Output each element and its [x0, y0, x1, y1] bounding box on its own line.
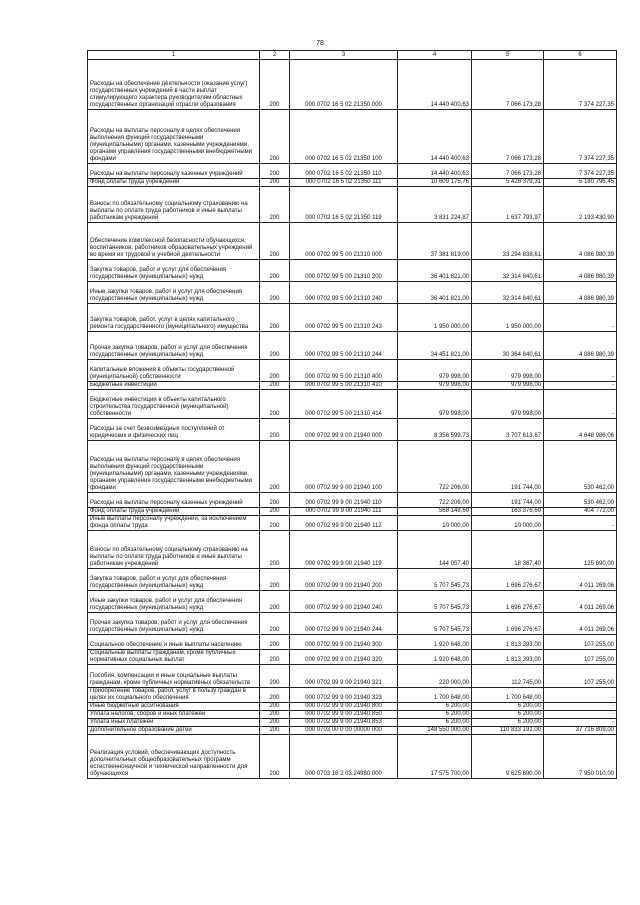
row-unexecuted-cell: 530 462,00 [544, 493, 617, 508]
row-kbk-cell: 000 0702 99 9 00 21940 110 [290, 493, 398, 508]
row-unexecuted-cell: 4 011 269,06 [544, 569, 617, 591]
row-executed-cell: 18 367,40 [472, 531, 544, 569]
row-kbk-cell: 000 0702 99 9 00 21940 200 [290, 569, 398, 591]
row-approved-cell: 10 000,00 [398, 516, 472, 531]
budget-table [87, 50, 617, 779]
row-name-cell: Прочая закупка товаров, работ и услуг для обеспечения государственных (муниципальных) нужд [88, 332, 260, 360]
row-approved-cell: 722 206,00 [398, 493, 472, 508]
row-executed-cell: 191 744,00 [472, 493, 544, 508]
row-unexecuted-cell: 4 086 980,39 [544, 260, 617, 282]
row-kbk-cell: 000 0702 99 9 00 21940 323 [290, 688, 398, 703]
row-approved-cell: 5 707 545,73 [398, 569, 472, 591]
row-code-cell: 200 [260, 650, 290, 665]
row-name-cell: Иные закупки товаров, работ и услуг для обеспечения государственных (муниципальных) нужд [88, 591, 260, 613]
row-code-cell: 200 [260, 260, 290, 282]
row-approved-cell: 979 998,00 [398, 390, 472, 419]
row-name-cell: Обеспечение комплексной безопасности обучающихся, воспитанников, работников образовательных учреждений во время их трудовой и учебной деятельности [88, 223, 260, 260]
table-row [88, 711, 617, 719]
row-approved-cell: 1 700 648,00 [398, 688, 472, 703]
row-approved-cell: 220 000,00 [398, 665, 472, 688]
row-approved-cell: 148 550 000,00 [398, 727, 472, 735]
table-row [88, 332, 617, 360]
row-kbk-cell: 000 0702 99 5 00 21310 414 [290, 390, 398, 419]
page-number: 78 [316, 40, 324, 47]
row-name-cell: Социальные выплаты гражданам, кроме публичных нормативных социальных выплат [88, 650, 260, 665]
row-name-cell: Прочая закупка товаров, работ и услуг для обеспечения государственных (муниципальных) нужд [88, 613, 260, 635]
row-code-cell: 200 [260, 508, 290, 516]
row-code-cell: 200 [260, 382, 290, 390]
row-code-cell: 200 [260, 110, 290, 164]
row-unexecuted-cell: 7 374 227,35 [544, 60, 617, 110]
row-unexecuted-cell: - [544, 360, 617, 382]
row-executed-cell: 1 637 793,97 [472, 187, 544, 223]
row-name-cell: Расходы на выплаты персоналу в целях обеспечения выполнения функций государственными (муниципальными) органами, казенными учреждениями, органами управления государственными внебюджетными фондами [88, 441, 260, 493]
row-unexecuted-cell: - [544, 703, 617, 711]
table-row [88, 419, 617, 441]
row-name-cell: Расходы на выплаты персоналу казенных учреждений [88, 493, 260, 508]
row-name-cell: Социальное обеспечение и иные выплаты населению [88, 635, 260, 650]
row-unexecuted-cell: 530 462,00 [544, 441, 617, 493]
row-approved-cell: 6 200,00 [398, 703, 472, 711]
row-executed-cell: 6 200,00 [472, 719, 544, 727]
row-unexecuted-cell: 7 374 227,35 [544, 164, 617, 179]
row-name-cell: Бюджетные инвестиции [88, 382, 260, 390]
row-code-cell: 200 [260, 719, 290, 727]
row-executed-cell: 6 200,00 [472, 711, 544, 719]
row-name-cell: Расходы на обеспечение деятельности (оказание услуг) государственных учреждений в части выплат стимулирующего характера руководителям областных государственных организаций отрасли образования [88, 60, 260, 110]
row-name-cell: Дополнительное образование детей [88, 727, 260, 735]
row-code-cell: 200 [260, 493, 290, 508]
row-approved-cell: 5 707 545,73 [398, 613, 472, 635]
row-approved-cell: 979 998,00 [398, 360, 472, 382]
row-name-cell: Реализация условий, обеспечивающих доступность дополнительных общеобразовательных программ естественнонаучной и технической направленности для обучающихся [88, 735, 260, 779]
row-code-cell: 200 [260, 688, 290, 703]
row-kbk-cell: 000 0702 99 9 00 21940 300 [290, 635, 398, 650]
row-kbk-cell: 000 0702 99 9 00 21940 119 [290, 531, 398, 569]
row-approved-cell: 6 200,00 [398, 711, 472, 719]
table-row [88, 360, 617, 382]
row-approved-cell: 1 920 648,00 [398, 635, 472, 650]
row-unexecuted-cell: - [544, 719, 617, 727]
row-executed-cell: 191 744,00 [472, 441, 544, 493]
row-code-cell: 200 [260, 304, 290, 332]
row-name-cell: Фонд оплаты труда учреждений [88, 179, 260, 187]
row-executed-cell: 3 707 613,67 [472, 419, 544, 441]
table-row [88, 591, 617, 613]
row-executed-cell: 7 066 173,28 [472, 60, 544, 110]
row-approved-cell: 722 206,00 [398, 441, 472, 493]
row-executed-cell: 979 998,00 [472, 360, 544, 382]
row-name-cell: Капитальные вложения в объекты государственной (муниципальной) собственности [88, 360, 260, 382]
table-row [88, 531, 617, 569]
row-executed-cell: 5 428 379,31 [472, 179, 544, 187]
row-name-cell: Уплата иных платежей [88, 719, 260, 727]
row-executed-cell: 1 696 276,67 [472, 591, 544, 613]
row-code-cell: 200 [260, 360, 290, 382]
row-executed-cell: 7 066 173,28 [472, 110, 544, 164]
row-kbk-cell: 000 0702 16 5 02 21350 000 [290, 60, 398, 110]
row-unexecuted-cell: - [544, 516, 617, 531]
table-header-row [88, 51, 617, 60]
row-approved-cell: 979 998,00 [398, 382, 472, 390]
row-executed-cell: 1 696 276,67 [472, 569, 544, 591]
row-kbk-cell: 000 0702 99 9 00 21940 244 [290, 613, 398, 635]
row-kbk-cell: 000 0702 99 5 00 21310 240 [290, 282, 398, 304]
row-approved-cell: 14 440 400,63 [398, 164, 472, 179]
row-unexecuted-cell: - [544, 390, 617, 419]
row-name-cell: Фонд оплаты труда учреждений [88, 508, 260, 516]
row-code-cell: 200 [260, 164, 290, 179]
row-code-cell: 200 [260, 332, 290, 360]
row-kbk-cell: 000 0702 99 5 00 21310 000 [290, 223, 398, 260]
row-kbk-cell: 000 0702 16 5 02 21350 119 [290, 187, 398, 223]
row-approved-cell: 1 950 000,00 [398, 304, 472, 332]
row-executed-cell: 1 950 000,00 [472, 304, 544, 332]
row-name-cell: Взносы по обязательному социальному страхованию на выплаты по оплате труда работников и иные выплаты работникам учреждений [88, 187, 260, 223]
table-row [88, 282, 617, 304]
row-approved-cell: 36 401 821,00 [398, 282, 472, 304]
row-unexecuted-cell: - [544, 688, 617, 703]
row-executed-cell: 32 314 840,61 [472, 282, 544, 304]
row-unexecuted-cell: 7 950 010,00 [544, 735, 617, 779]
row-unexecuted-cell: 125 690,00 [544, 531, 617, 569]
row-executed-cell: 1 813 393,00 [472, 635, 544, 650]
row-approved-cell: 10 609 175,76 [398, 179, 472, 187]
row-unexecuted-cell: 7 374 227,35 [544, 110, 617, 164]
table-row [88, 110, 617, 164]
row-name-cell: Расходы за счет безвозмездных поступлений от юридических и физических лиц [88, 419, 260, 441]
table-row [88, 187, 617, 223]
row-kbk-cell: 000 0702 99 9 00 21940 100 [290, 441, 398, 493]
row-approved-cell: 36 401 821,00 [398, 260, 472, 282]
row-code-cell: 200 [260, 187, 290, 223]
row-code-cell: 200 [260, 711, 290, 719]
table-row [88, 382, 617, 390]
row-unexecuted-cell: 404 772,00 [544, 508, 617, 516]
row-kbk-cell: 000 0702 99 9 00 21940 240 [290, 591, 398, 613]
row-executed-cell: 9 625 690,00 [472, 735, 544, 779]
table-row [88, 60, 617, 110]
row-name-cell: Расходы на выплаты персоналу в целях обеспечения выполнения функций государственными (муниципальными) органами, казенными учреждениями, органами управления государственными внебюджетными фондами [88, 110, 260, 164]
row-code-cell: 200 [260, 727, 290, 735]
row-executed-cell: 110 833 191,00 [472, 727, 544, 735]
row-code-cell: 200 [260, 703, 290, 711]
row-code-cell: 200 [260, 282, 290, 304]
table-row [88, 719, 617, 727]
table-row [88, 635, 617, 650]
row-name-cell: Приобретение товаров, работ, услуг в пользу граждан в целях их социального обеспечения [88, 688, 260, 703]
table-row [88, 688, 617, 703]
row-approved-cell: 3 831 224,87 [398, 187, 472, 223]
row-unexecuted-cell: 4 086 980,39 [544, 223, 617, 260]
row-name-cell: Закупка товаров, работ, услуг в целях капитального ремонта государственного (муниципального) имущества [88, 304, 260, 332]
row-name-cell: Пособия, компенсации и иные социальные выплаты гражданам, кроме публичных нормативных обязательств [88, 665, 260, 688]
column-header: 1 [88, 51, 260, 60]
row-approved-cell: 5 707 545,73 [398, 591, 472, 613]
column-header: 2 [260, 51, 290, 60]
table-body [88, 60, 617, 779]
row-code-cell: 200 [260, 665, 290, 688]
table-row [88, 613, 617, 635]
row-name-cell: Иные бюджетные ассигнования [88, 703, 260, 711]
column-header: 3 [290, 51, 398, 60]
row-approved-cell: 144 057,40 [398, 531, 472, 569]
row-kbk-cell: 000 0702 99 5 00 21310 243 [290, 304, 398, 332]
table-row [88, 569, 617, 591]
row-name-cell: Закупка товаров, работ и услуг для обеспечения государственных (муниципальных) нужд [88, 569, 260, 591]
table-row [88, 164, 617, 179]
row-unexecuted-cell: 4 011 269,06 [544, 613, 617, 635]
row-code-cell: 200 [260, 419, 290, 441]
row-approved-cell: 17 575 700,00 [398, 735, 472, 779]
row-executed-cell: 1 700 648,00 [472, 688, 544, 703]
row-unexecuted-cell: 4 648 986,06 [544, 419, 617, 441]
row-unexecuted-cell: 4 086 980,39 [544, 282, 617, 304]
row-code-cell: 200 [260, 591, 290, 613]
column-header: 4 [398, 51, 472, 60]
row-unexecuted-cell: - [544, 304, 617, 332]
row-name-cell: Взносы по обязательному социальному страхованию на выплаты по оплате труда работников и иные выплаты работникам учреждений [88, 531, 260, 569]
row-code-cell: 200 [260, 516, 290, 531]
row-kbk-cell: 000 0702 99 9 00 21940 850 [290, 711, 398, 719]
table-row [88, 508, 617, 516]
row-code-cell: 200 [260, 635, 290, 650]
row-executed-cell: 33 294 838,61 [472, 223, 544, 260]
row-unexecuted-cell: - [544, 382, 617, 390]
row-approved-cell: 8 356 599,73 [398, 419, 472, 441]
table-row [88, 703, 617, 711]
row-executed-cell: 1 813 393,00 [472, 650, 544, 665]
row-kbk-cell: 000 0703 16 2 03 24980 000 [290, 735, 398, 779]
row-approved-cell: 1 920 648,00 [398, 650, 472, 665]
row-unexecuted-cell: 107 255,00 [544, 650, 617, 665]
row-kbk-cell: 000 0702 99 9 00 21940 321 [290, 665, 398, 688]
row-unexecuted-cell: 107 255,00 [544, 635, 617, 650]
row-executed-cell: 7 066 173,28 [472, 164, 544, 179]
row-executed-cell: 6 200,00 [472, 703, 544, 711]
row-code-cell: 200 [260, 441, 290, 493]
table-row [88, 665, 617, 688]
row-executed-cell: 30 364 840,61 [472, 332, 544, 360]
row-executed-cell: 979 998,00 [472, 382, 544, 390]
row-kbk-cell: 000 0702 99 9 00 21940 853 [290, 719, 398, 727]
column-header: 5 [472, 51, 544, 60]
row-name-cell: Закупка товаров, работ и услуг для обеспечения государственных (муниципальных) нужд [88, 260, 260, 282]
row-kbk-cell: 000 0703 00 0 00 00000 000 [290, 727, 398, 735]
row-approved-cell: 6 200,00 [398, 719, 472, 727]
row-kbk-cell: 000 0702 99 9 00 21940 320 [290, 650, 398, 665]
row-name-cell: Уплата налогов, сборов и иных платежей [88, 711, 260, 719]
row-code-cell: 200 [260, 569, 290, 591]
row-executed-cell: 10 000,00 [472, 516, 544, 531]
row-code-cell: 200 [260, 531, 290, 569]
row-kbk-cell: 000 0702 16 5 02 21350 100 [290, 110, 398, 164]
table-row [88, 650, 617, 665]
row-unexecuted-cell: 2 193 430,90 [544, 187, 617, 223]
row-executed-cell: 163 376,60 [472, 508, 544, 516]
row-code-cell: 200 [260, 390, 290, 419]
row-kbk-cell: 000 0702 99 5 00 21310 200 [290, 260, 398, 282]
row-kbk-cell: 000 0702 99 9 00 21940 000 [290, 419, 398, 441]
row-unexecuted-cell: 5 180 796,45 [544, 179, 617, 187]
table-row [88, 304, 617, 332]
row-code-cell: 200 [260, 179, 290, 187]
row-code-cell: 200 [260, 735, 290, 779]
row-kbk-cell: 000 0702 99 5 00 21310 410 [290, 382, 398, 390]
row-executed-cell: 32 314 840,61 [472, 260, 544, 282]
row-name-cell: Бюджетные инвестиции в объекты капитального строительства государственной (муниципальной) собственности [88, 390, 260, 419]
row-approved-cell: 14 440 400,63 [398, 110, 472, 164]
table-row [88, 390, 617, 419]
row-approved-cell: 37 381 819,00 [398, 223, 472, 260]
column-header: 6 [544, 51, 617, 60]
row-approved-cell: 34 451 821,00 [398, 332, 472, 360]
row-kbk-cell: 000 0702 16 5 02 21350 110 [290, 164, 398, 179]
row-kbk-cell: 000 0702 16 5 02 21350 111 [290, 179, 398, 187]
row-code-cell: 200 [260, 223, 290, 260]
table-row [88, 260, 617, 282]
table-row [88, 727, 617, 735]
table-row [88, 223, 617, 260]
row-name-cell: Расходы на выплаты персоналу казенных учреждений [88, 164, 260, 179]
table-row [88, 179, 617, 187]
table-row [88, 735, 617, 779]
row-code-cell: 200 [260, 613, 290, 635]
row-kbk-cell: 000 0702 99 9 00 21940 111 [290, 508, 398, 516]
row-code-cell: 200 [260, 60, 290, 110]
row-kbk-cell: 000 0702 99 5 00 21310 400 [290, 360, 398, 382]
table-row [88, 441, 617, 493]
row-executed-cell: 979 998,00 [472, 390, 544, 419]
row-kbk-cell: 000 0702 99 5 00 21310 244 [290, 332, 398, 360]
row-kbk-cell: 000 0702 99 9 00 21940 112 [290, 516, 398, 531]
row-unexecuted-cell: 4 011 269,06 [544, 591, 617, 613]
row-name-cell: Иные выплаты персоналу учреждений, за исключением фонда оплаты труда [88, 516, 260, 531]
row-kbk-cell: 000 0702 99 9 00 21940 800 [290, 703, 398, 711]
row-unexecuted-cell: 107 255,00 [544, 665, 617, 688]
row-unexecuted-cell: 37 716 809,00 [544, 727, 617, 735]
table-row [88, 516, 617, 531]
table-row [88, 493, 617, 508]
row-executed-cell: 112 745,00 [472, 665, 544, 688]
row-unexecuted-cell: 4 086 980,39 [544, 332, 617, 360]
row-name-cell: Иные закупки товаров, работ и услуг для обеспечения государственных (муниципальных) нужд [88, 282, 260, 304]
row-approved-cell: 14 440 400,63 [398, 60, 472, 110]
row-unexecuted-cell: - [544, 711, 617, 719]
row-approved-cell: 568 148,60 [398, 508, 472, 516]
row-executed-cell: 1 696 276,67 [472, 613, 544, 635]
